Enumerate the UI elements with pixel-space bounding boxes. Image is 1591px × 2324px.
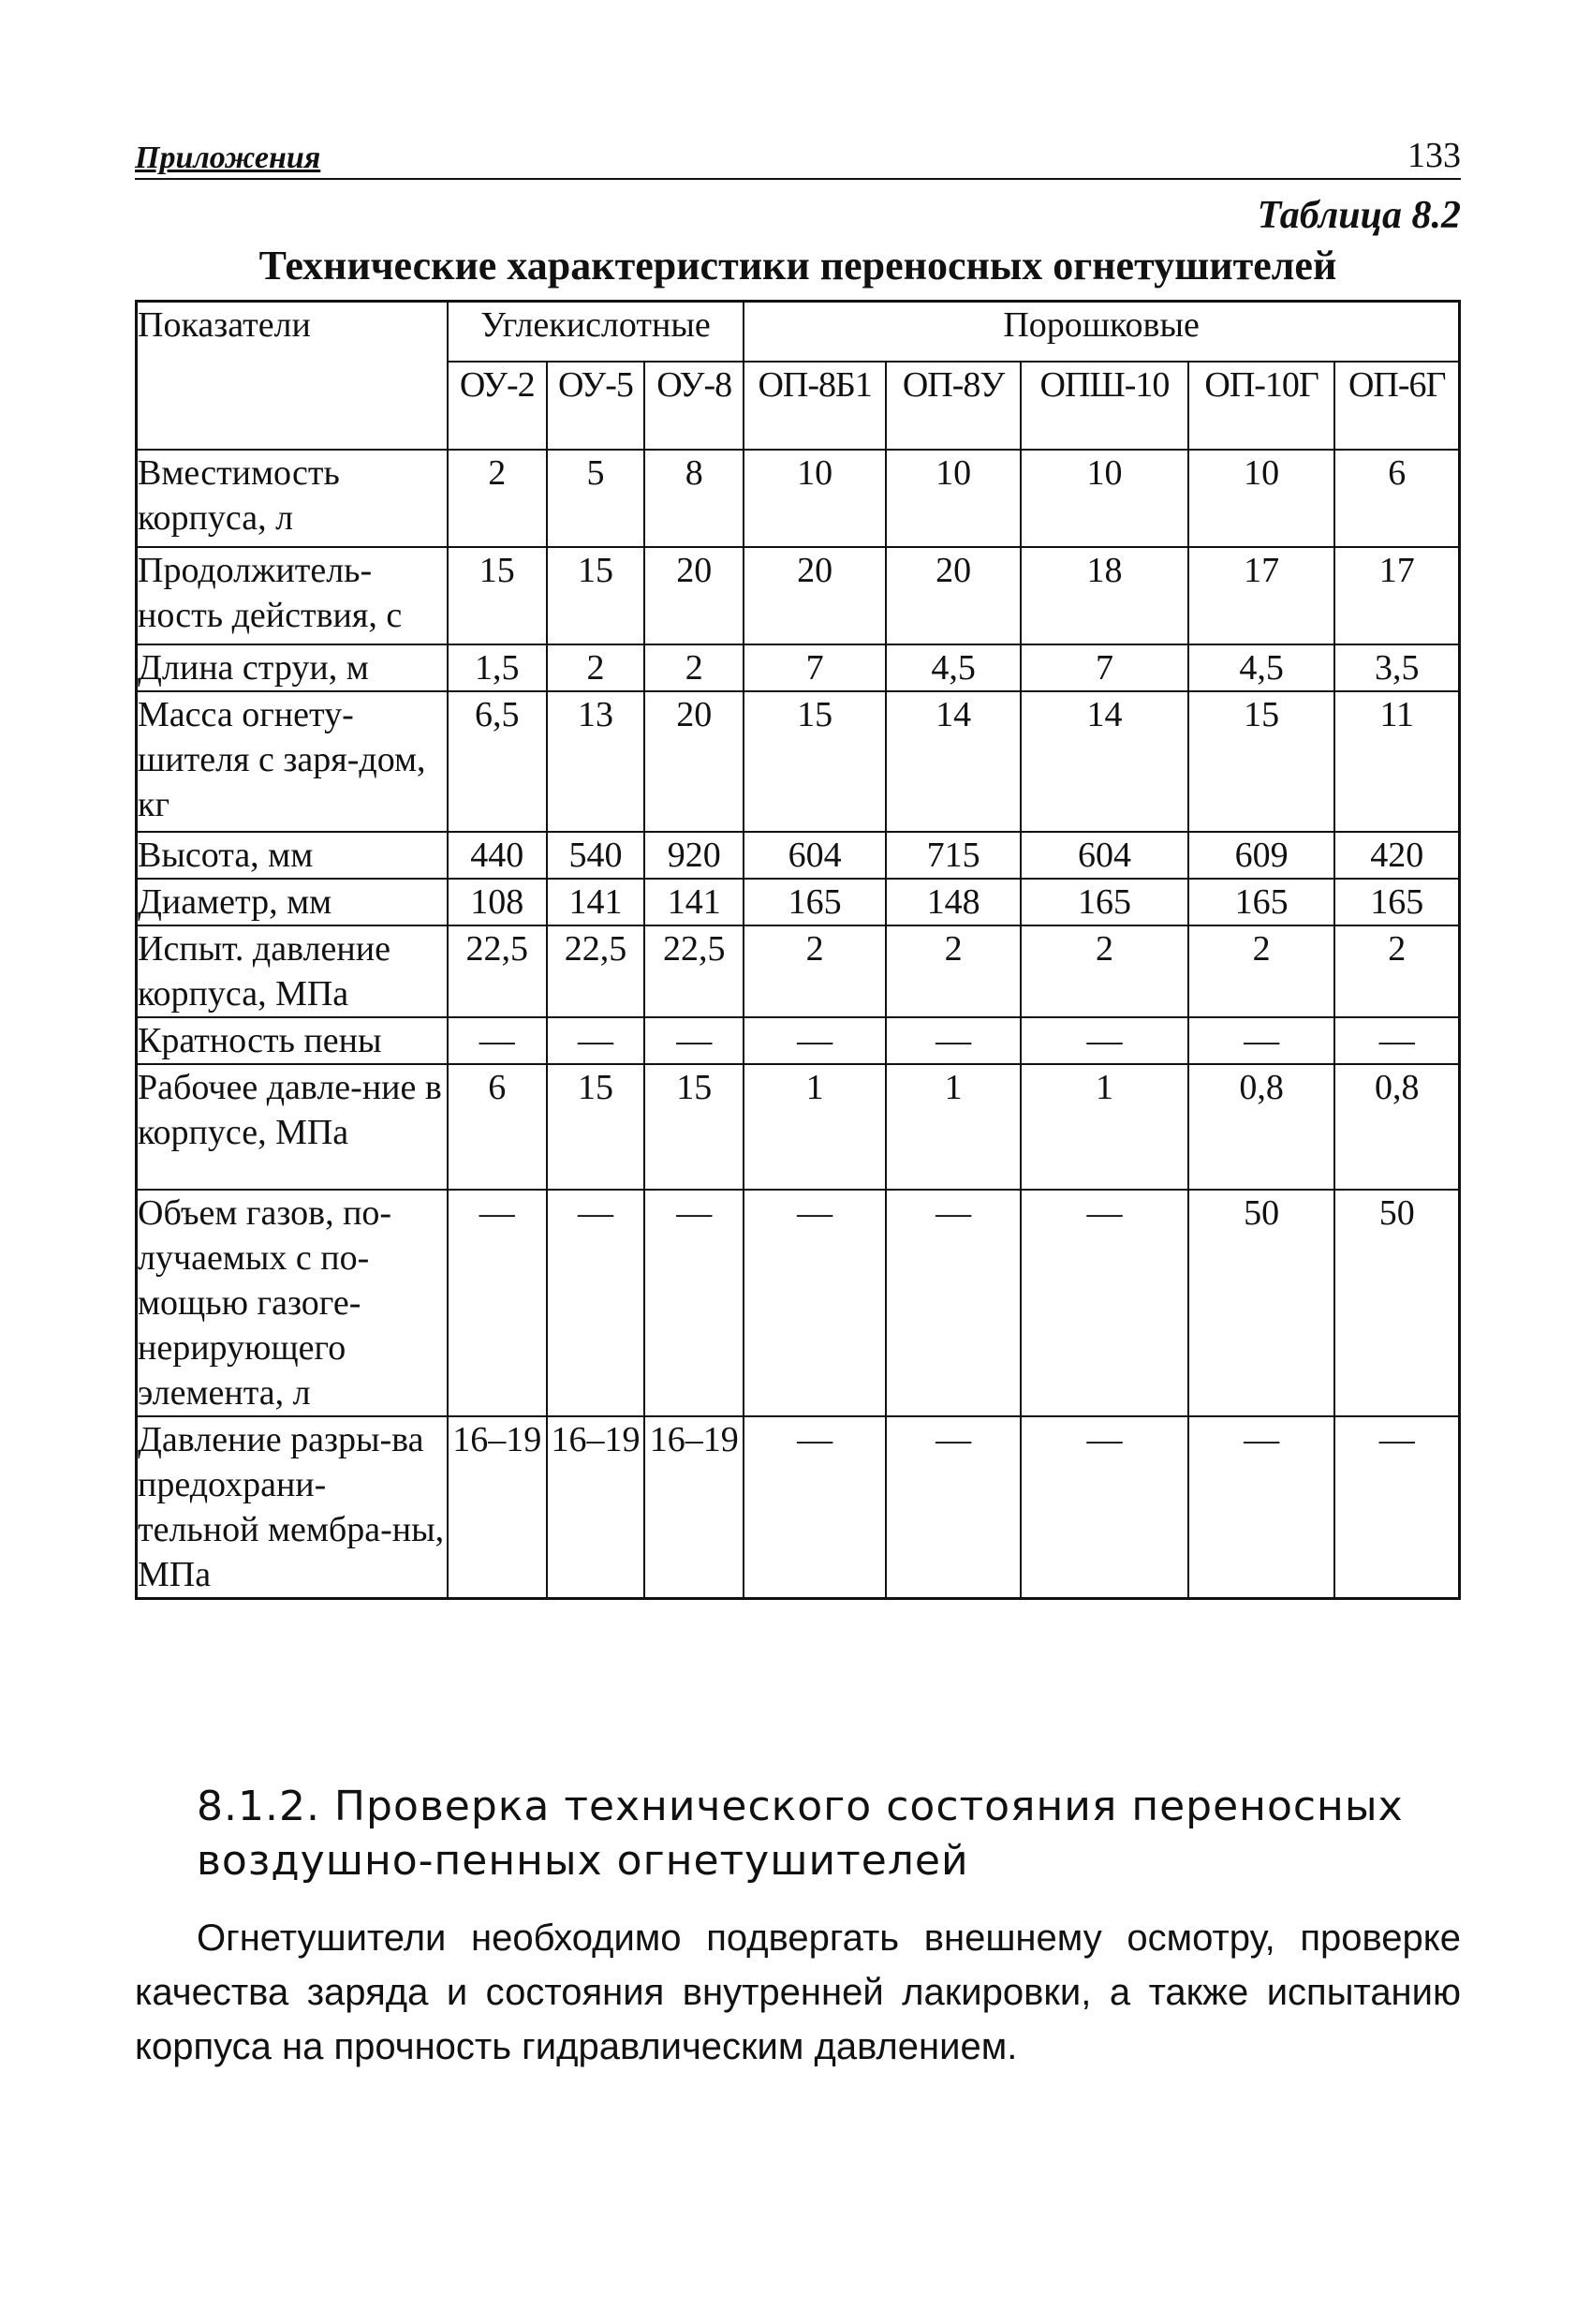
table-title: Технические характеристики переносных огнетушителей <box>258 243 1337 289</box>
model-header: ОП-8У <box>886 362 1021 450</box>
table-cell: — <box>547 1190 644 1416</box>
table-cell: 10 <box>1188 450 1335 547</box>
table-cell: 1 <box>1021 1064 1188 1190</box>
table-cell: 2 <box>1334 925 1459 1017</box>
table-cell: 141 <box>547 879 644 925</box>
table-cell: 20 <box>644 691 744 832</box>
model-header: ОП-10Г <box>1188 362 1335 450</box>
row-label: Кратность пены <box>137 1017 448 1064</box>
table-cell: 20 <box>886 547 1021 644</box>
table-cell: 15 <box>1188 691 1335 832</box>
table-cell: 604 <box>744 832 886 879</box>
table-cell: 920 <box>644 832 744 879</box>
specs-table <box>135 300 1461 1600</box>
group-header-co2: Углекислотные <box>448 302 744 362</box>
table-row <box>137 691 1460 832</box>
table-cell: 16–19 <box>448 1416 547 1599</box>
table-cell: 15 <box>448 547 547 644</box>
table-cell: — <box>886 1416 1021 1599</box>
table-cell: 1,5 <box>448 644 547 691</box>
table-cell: — <box>448 1190 547 1416</box>
table-row <box>137 644 1460 691</box>
table-row <box>137 1416 1460 1599</box>
table-row <box>137 1017 1460 1064</box>
table-cell: 22,5 <box>547 925 644 1017</box>
table-cell: 17 <box>1334 547 1459 644</box>
table-cell: 141 <box>644 879 744 925</box>
row-label: Объем газов, по-лучаемых с по-мощью газоге-нерирующего элемента, л <box>137 1190 448 1416</box>
table-cell: 8 <box>644 450 744 547</box>
table-row <box>137 879 1460 925</box>
table-cell: 17 <box>1188 547 1335 644</box>
table-cell: — <box>1021 1017 1188 1064</box>
table-cell: 2 <box>547 644 644 691</box>
table-cell: 2 <box>448 450 547 547</box>
table-cell: — <box>1334 1416 1459 1599</box>
table-cell: 14 <box>1021 691 1188 832</box>
table-cell: 10 <box>886 450 1021 547</box>
table-cell: 165 <box>1188 879 1335 925</box>
table-cell: 165 <box>1334 879 1459 925</box>
page-header <box>135 129 1461 180</box>
table-cell: 15 <box>744 691 886 832</box>
table-cell: 16–19 <box>547 1416 644 1599</box>
table-cell: 10 <box>744 450 886 547</box>
table-cell: 11 <box>1334 691 1459 832</box>
row-label: Продолжитель-ность действия, с <box>137 547 448 644</box>
table-cell: 16–19 <box>644 1416 744 1599</box>
table-cell: — <box>448 1017 547 1064</box>
row-label: Давление разры-ва предохрани-тельной мембра-ны, МПа <box>137 1416 448 1599</box>
table-cell: 165 <box>744 879 886 925</box>
table-cell: 4,5 <box>886 644 1021 691</box>
table-cell: 1 <box>886 1064 1021 1190</box>
row-label: Диаметр, мм <box>137 879 448 925</box>
model-header: ОУ-2 <box>448 362 547 450</box>
table-cell: — <box>1334 1017 1459 1064</box>
table-row <box>137 547 1460 644</box>
column-header-indicators: Показатели <box>137 302 448 450</box>
table-cell: 2 <box>1021 925 1188 1017</box>
table-cell: 22,5 <box>448 925 547 1017</box>
table-cell: 165 <box>1021 879 1188 925</box>
table-cell: 15 <box>547 547 644 644</box>
table-cell: — <box>744 1416 886 1599</box>
table-cell: 2 <box>1188 925 1335 1017</box>
section-heading: 8.1.2. Проверка технического состояния переносных воздушно-пенных огнетушителей <box>197 1783 1404 1885</box>
table-cell: 3,5 <box>1334 644 1459 691</box>
model-header: ОП-6Г <box>1334 362 1459 450</box>
table-row <box>137 450 1460 547</box>
table-cell: 420 <box>1334 832 1459 879</box>
row-label: Масса огнету-шителя с заря-дом, кг <box>137 691 448 832</box>
table-cell: — <box>886 1190 1021 1416</box>
table-cell: 5 <box>547 450 644 547</box>
table-cell: — <box>1188 1416 1335 1599</box>
table-cell: 540 <box>547 832 644 879</box>
row-label: Рабочее давле-ние в корпусе, МПа <box>137 1064 448 1190</box>
table-cell: — <box>547 1017 644 1064</box>
table-cell: 7 <box>1021 644 1188 691</box>
row-label: Вместимость корпуса, л <box>137 450 448 547</box>
row-label: Высота, мм <box>137 832 448 879</box>
table-cell: 604 <box>1021 832 1188 879</box>
table-cell: 18 <box>1021 547 1188 644</box>
model-header: ОУ-8 <box>644 362 744 450</box>
table-cell: 108 <box>448 879 547 925</box>
row-label: Испыт. давление корпуса, МПа <box>137 925 448 1017</box>
table-cell: 148 <box>886 879 1021 925</box>
model-header: ОУ-5 <box>547 362 644 450</box>
table-cell: 440 <box>448 832 547 879</box>
table-cell: — <box>644 1017 744 1064</box>
table-cell: 50 <box>1334 1190 1459 1416</box>
table-row <box>137 1064 1460 1190</box>
table-cell: 6 <box>448 1064 547 1190</box>
table-cell: 609 <box>1188 832 1335 879</box>
group-header-powder: Порошковые <box>744 302 1459 362</box>
page-number: 133 <box>1407 136 1461 175</box>
table-cell: 15 <box>644 1064 744 1190</box>
table-cell: 715 <box>886 832 1021 879</box>
table-cell: 22,5 <box>644 925 744 1017</box>
table-label: Таблица 8.2 <box>1257 194 1461 237</box>
model-header: ОПШ-10 <box>1021 362 1188 450</box>
section-name: Приложения <box>135 141 321 175</box>
table-row <box>137 832 1460 879</box>
table-cell: 20 <box>644 547 744 644</box>
row-label: Длина струи, м <box>137 644 448 691</box>
table-cell: 2 <box>744 925 886 1017</box>
table-cell: 20 <box>744 547 886 644</box>
table-cell: 7 <box>744 644 886 691</box>
table-cell: — <box>644 1190 744 1416</box>
model-header: ОП-8Б1 <box>744 362 886 450</box>
table-cell: — <box>886 1017 1021 1064</box>
table-cell: — <box>1188 1017 1335 1064</box>
table-cell: 2 <box>644 644 744 691</box>
table-cell: — <box>744 1190 886 1416</box>
table-cell: 13 <box>547 691 644 832</box>
table-cell: 14 <box>886 691 1021 832</box>
table-cell: — <box>1021 1190 1188 1416</box>
table-cell: 6,5 <box>448 691 547 832</box>
section-text: Огнетушители необходимо подвергать внешнему осмотру, проверке качества заряда и состояния внутренней лакировки, а также испытанию корпуса на прочность гидравлическим давлением. <box>135 1917 1461 2067</box>
table-row <box>137 1190 1460 1416</box>
table-cell: 50 <box>1188 1190 1335 1416</box>
table-cell: 6 <box>1334 450 1459 547</box>
table-cell: 1 <box>744 1064 886 1190</box>
table-cell: 0,8 <box>1334 1064 1459 1190</box>
table-row <box>137 925 1460 1017</box>
table-cell: — <box>744 1017 886 1064</box>
table-cell: 15 <box>547 1064 644 1190</box>
table-cell: — <box>1021 1416 1188 1599</box>
table-cell: 4,5 <box>1188 644 1335 691</box>
table-cell: 0,8 <box>1188 1064 1335 1190</box>
table-cell: 10 <box>1021 450 1188 547</box>
table-cell: 2 <box>886 925 1021 1017</box>
